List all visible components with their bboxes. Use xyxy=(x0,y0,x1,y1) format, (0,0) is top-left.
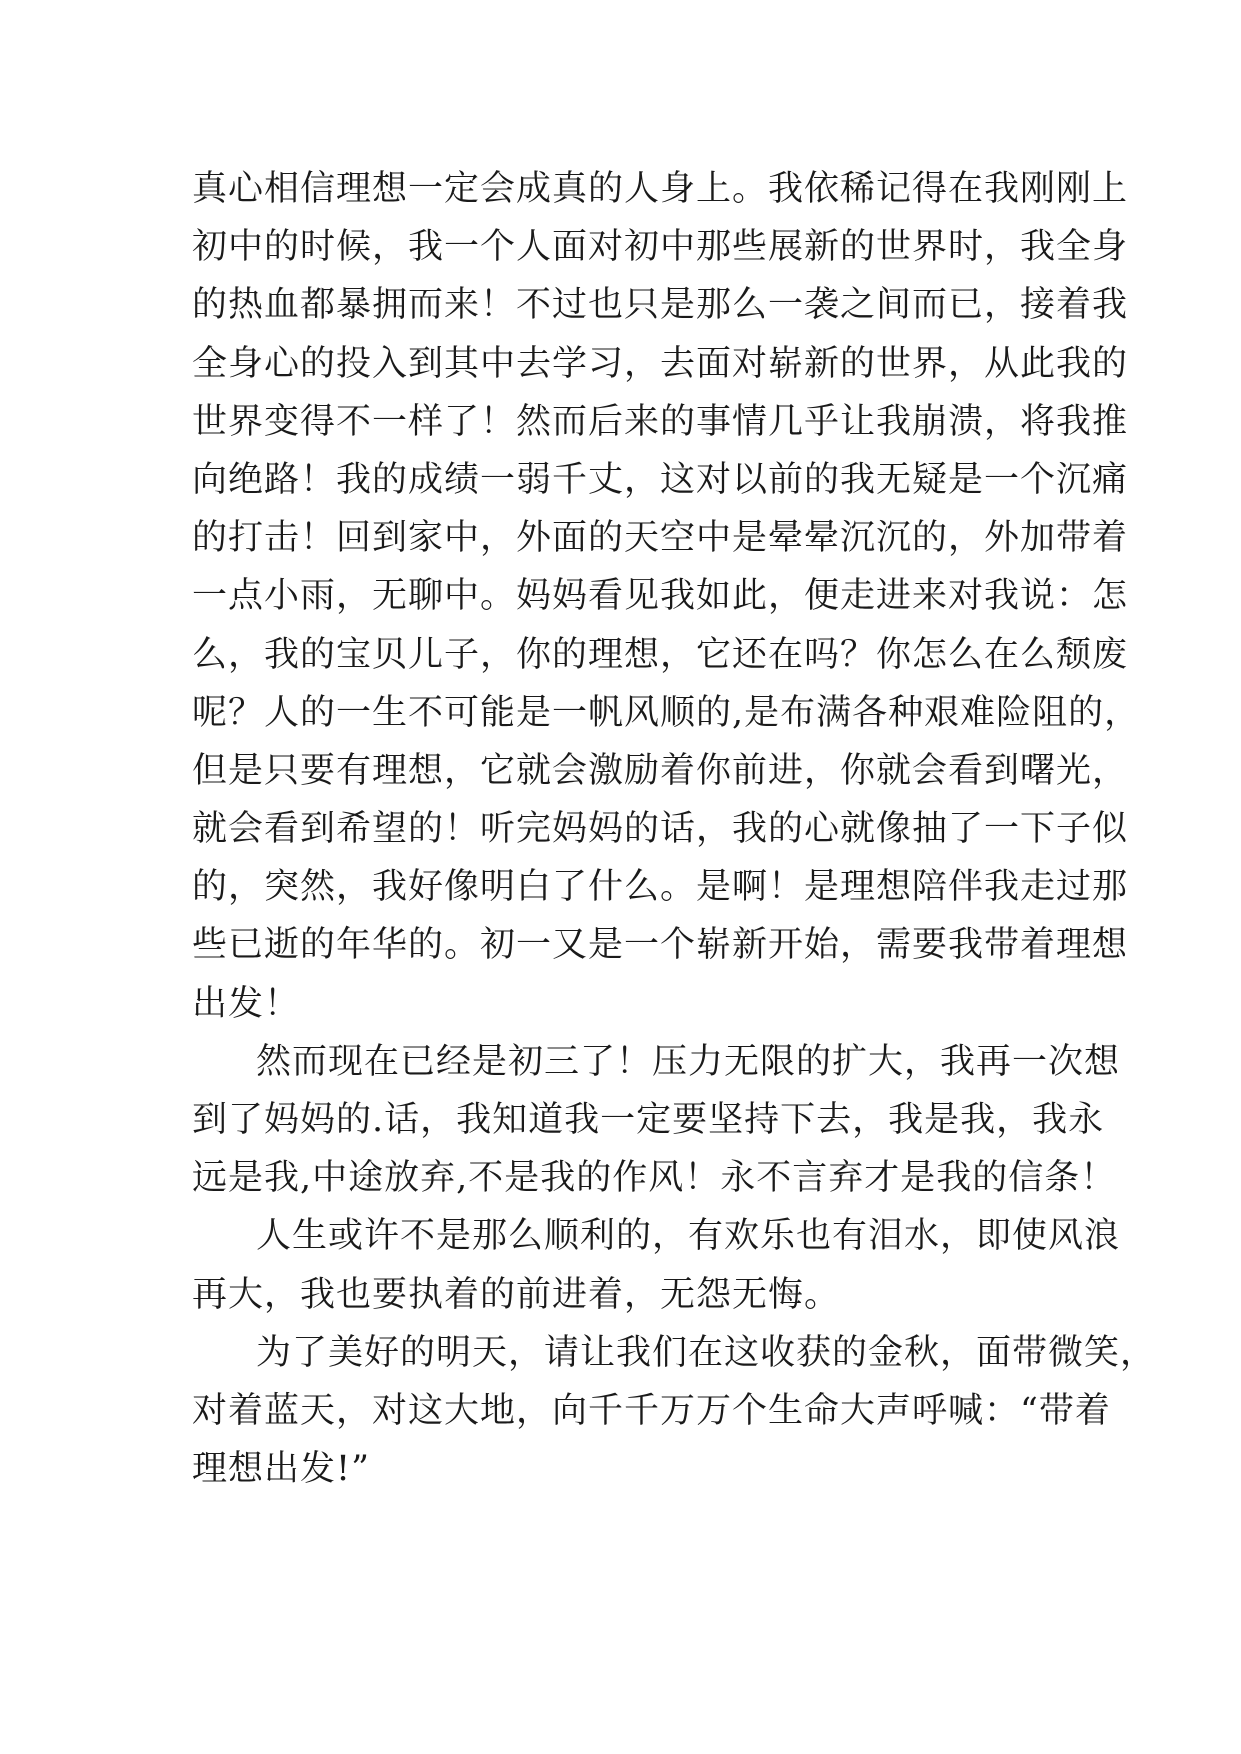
document-body xyxy=(192,160,1157,1498)
text-line: 就会看到希望的！听完妈妈的话，我的心就像抽了一下子似 xyxy=(192,809,1129,850)
text-line: 但是只要有理想，它就会激励着你前进，你就会看到曙光， xyxy=(192,750,1129,791)
paragraph-1 xyxy=(192,160,1141,1033)
text-line: 理想出发!” xyxy=(192,1449,370,1490)
text-line: 些已逝的年华的。初一又是一个崭新开始，需要我带着理想 xyxy=(192,925,1129,966)
text-line: 真心相信理想一定会成真的人身上。我依稀记得在我刚刚上 xyxy=(192,169,1129,209)
text-line: 初中的时候，我一个人面对初中那些展新的世界时，我全身 xyxy=(192,227,1129,268)
text-line: 再大，我也要执着的前进着，无怨无悔。 xyxy=(192,1274,841,1315)
text-line: 为了美好的明天，请让我们在这收获的金秋，面带微笑， xyxy=(256,1332,1157,1373)
text-line: 全身心的投入到其中去学习，去面对崭新的世界，从此我的 xyxy=(192,343,1129,384)
text-line: 呢？人的一生不可能是一帆风顺的,是布满各种艰难险阻的， xyxy=(192,692,1141,733)
paragraph-4 xyxy=(192,1324,1157,1499)
text-line: 的热血都暴拥而来！不过也只是那么一袭之间而已，接着我 xyxy=(192,285,1129,326)
text-line: 向绝路！我的成绩一弱千丈，这对以前的我无疑是一个沉痛 xyxy=(192,459,1129,500)
text-line: 么，我的宝贝儿子，你的理想，它还在吗？你怎么在么颓废 xyxy=(192,634,1129,675)
text-line: 世界变得不一样了！然而后来的事情几乎让我崩溃，将我推 xyxy=(192,401,1129,442)
text-line: 出发！ xyxy=(192,983,301,1024)
text-line: 人生或许不是那么顺利的，有欢乐也有泪水，即使风浪 xyxy=(256,1216,1121,1257)
text-line: 一点小雨，无聊中。妈妈看见我如此，便走进来对我说：怎 xyxy=(192,576,1129,617)
text-line: 的打击！回到家中，外面的天空中是晕晕沉沉的，外加带着 xyxy=(192,518,1129,559)
paragraph-3 xyxy=(192,1207,1121,1323)
text-line: 对着蓝天，对这大地，向千千万万个生命大声呼喊：“带着 xyxy=(192,1390,1111,1431)
paragraph-2 xyxy=(192,1033,1121,1208)
text-line: 然而现在已经是初三了！压力无限的扩大，我再一次想 xyxy=(256,1041,1121,1082)
text-line: 远是我,中途放弃,不是我的作风！永不言弃才是我的信条！ xyxy=(192,1158,1117,1199)
text-line: 的，突然，我好像明白了什么。是啊！是理想陪伴我走过那 xyxy=(192,867,1129,908)
text-line: 到了妈妈的.话，我知道我一定要坚持下去，我是我，我永 xyxy=(192,1100,1105,1140)
